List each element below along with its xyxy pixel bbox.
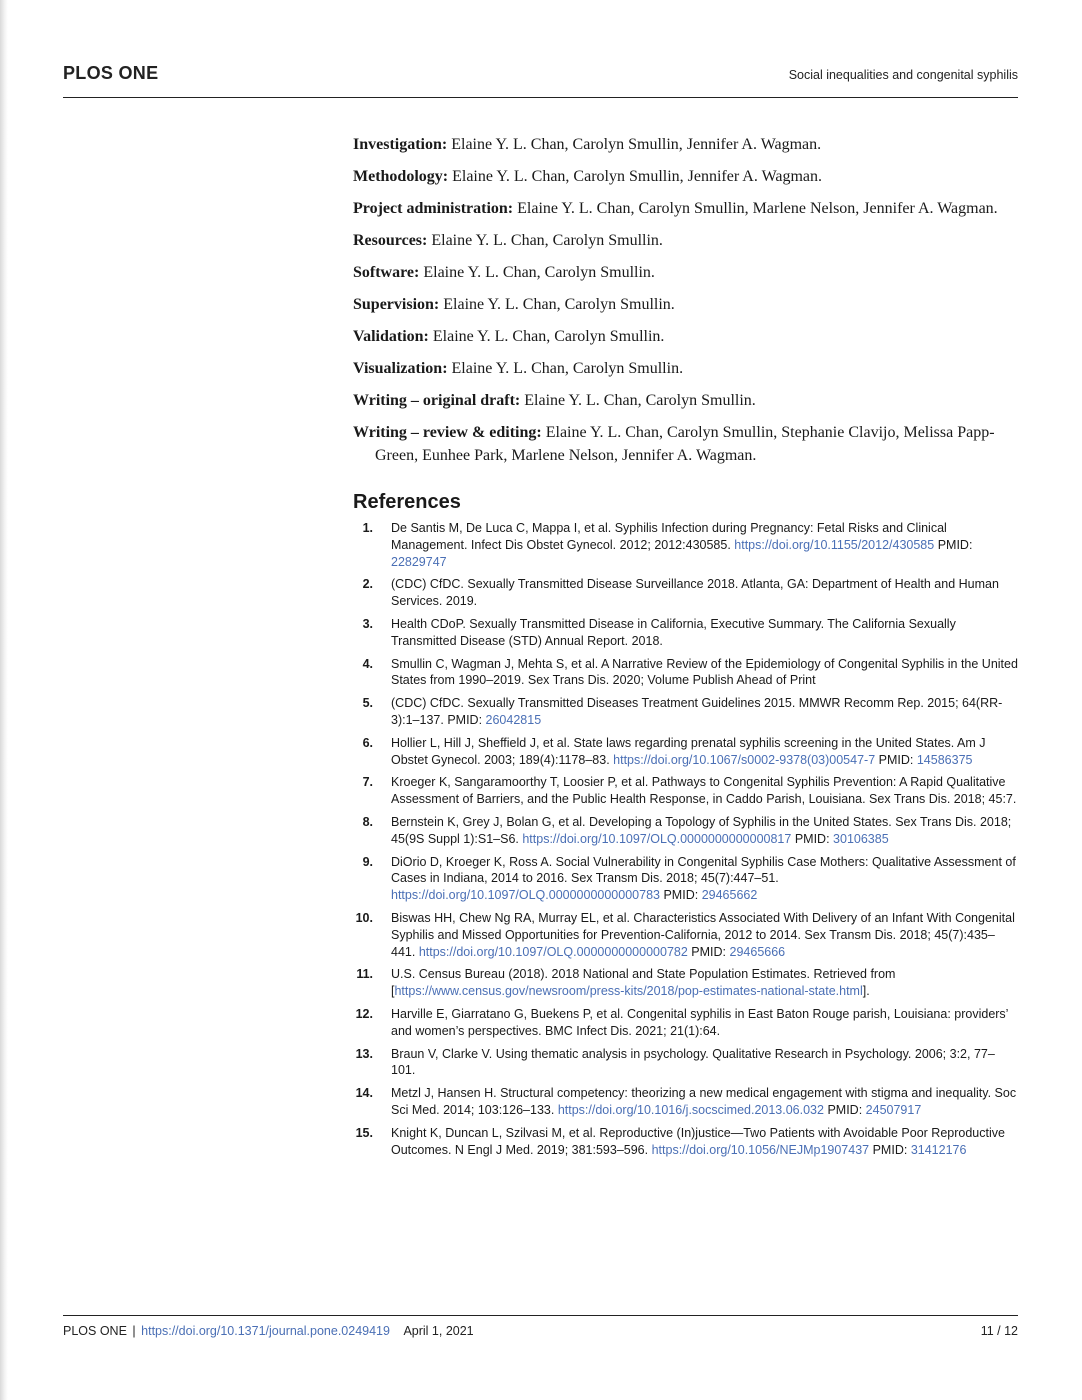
reference-number: 12. xyxy=(355,1006,373,1021)
contribution-role: Methodology: xyxy=(353,168,449,185)
contribution-names: Elaine Y. L. Chan, Carolyn Smullin. xyxy=(443,296,675,313)
reference-pmid-label: PMID: xyxy=(937,537,973,552)
reference-doi-link[interactable]: https://doi.org/10.1056/NEJMp1907437 xyxy=(651,1142,870,1157)
reference-item xyxy=(353,1046,1018,1080)
reference-item xyxy=(353,1125,1018,1159)
reference-number: 1. xyxy=(362,521,373,535)
running-title: Social inequalities and congenital syphilis xyxy=(788,68,1018,82)
contribution-entry xyxy=(353,325,1018,348)
reference-pmid-label: PMID: xyxy=(794,831,830,846)
main-content xyxy=(353,133,1018,1164)
contribution-names: Elaine Y. L. Chan, Carolyn Smullin. xyxy=(431,232,663,249)
reference-number: 3. xyxy=(362,616,373,631)
reference-item xyxy=(353,854,1018,904)
contribution-entry xyxy=(353,357,1018,380)
reference-item xyxy=(353,735,1018,769)
reference-pmid-link[interactable]: 30106385 xyxy=(833,831,889,846)
reference-pmid-link[interactable]: 29465662 xyxy=(701,888,758,903)
contribution-names: Elaine Y. L. Chan, Carolyn Smullin. xyxy=(432,328,665,345)
contribution-role: Visualization: xyxy=(353,360,448,377)
reference-text: Smullin C, Wagman J, Mehta S, et al. A Narrative Review of the Epidemiology of Congenital Syphilis in the United States from 1990–2019. Sex Trans Dis. 2020; Volume Publish Ahead of Print xyxy=(391,656,1018,688)
reference-pmid-label: PMID: xyxy=(878,752,914,767)
footer-separator: | xyxy=(132,1324,136,1338)
reference-text: Metzl J, Hansen H. Structural competency: theorizing a new medical engagement with stigma and inequality. Soc Sci Med. 2014; 103:126–133. xyxy=(391,1086,1017,1117)
reference-pmid-label: PMID: xyxy=(663,888,699,903)
contribution-role: Project administration: xyxy=(353,200,514,217)
references-heading: References xyxy=(353,491,461,513)
reference-number: 6. xyxy=(362,735,373,750)
reference-item xyxy=(353,1085,1018,1119)
page-header xyxy=(63,60,1018,98)
reference-text: Bernstein K, Grey J, Bolan G, et al. Developing a Topology of Syphilis in the United States. Sex Trans Dis. 2018; 45(9S Suppl 1):S1–S6. xyxy=(391,814,1012,846)
reference-item xyxy=(353,814,1018,848)
reference-item xyxy=(353,695,1018,729)
reference-item xyxy=(353,774,1018,808)
footer-doi-link[interactable]: https://doi.org/10.1371/journal.pone.0249419 xyxy=(141,1324,390,1338)
contribution-role: Resources: xyxy=(353,232,428,249)
reference-text: U.S. Census Bureau (2018). 2018 National and State Population Estimates. Retrieved from [ xyxy=(391,967,896,999)
contribution-entry xyxy=(353,421,1018,467)
reference-number: 10. xyxy=(355,910,373,925)
reference-doi-link[interactable]: https://doi.org/10.1016/j.socscimed.2013.06.032 xyxy=(557,1102,824,1117)
contribution-names: Elaine Y. L. Chan, Carolyn Smullin. xyxy=(451,360,684,377)
contribution-role: Supervision: xyxy=(353,296,440,313)
reference-number: 8. xyxy=(362,814,373,829)
contribution-role: Writing – review & editing: xyxy=(353,424,542,441)
reference-pmid-link[interactable]: 24507917 xyxy=(865,1102,922,1117)
reference-doi-link[interactable]: https://doi.org/10.1097/OLQ.0000000000000817 xyxy=(522,831,792,846)
footer-journal: PLOS ONE xyxy=(63,1324,127,1338)
contribution-entry xyxy=(353,389,1018,412)
reference-text: (CDC) CfDC. Sexually Transmitted Diseases Treatment Guidelines 2015. MMWR Recomm Rep. 2015; 64(RR-3):1–137. xyxy=(391,696,1003,727)
reference-pmid-link[interactable]: 31412176 xyxy=(910,1142,967,1157)
footer-date: April 1, 2021 xyxy=(403,1324,474,1338)
reference-number: 15. xyxy=(355,1125,373,1140)
contribution-role: Software: xyxy=(353,264,420,281)
footer-citation xyxy=(63,1324,474,1338)
contribution-role: Writing – original draft: xyxy=(353,392,521,409)
contribution-entry xyxy=(353,229,1018,252)
page-footer xyxy=(63,1315,1018,1346)
reference-pmid-link[interactable]: 29465666 xyxy=(729,944,786,959)
reference-text: Health CDoP. Sexually Transmitted Disease in California, Executive Summary. The California Sexually Transmitted Disease (STD) Annual Report. 2018. xyxy=(391,616,956,648)
reference-item xyxy=(353,576,1018,610)
reference-text: (CDC) CfDC. Sexually Transmitted Disease Surveillance 2018. Atlanta, GA: Department of Health and Human Services. 2019. xyxy=(391,577,999,609)
reference-item xyxy=(353,910,1018,960)
reference-pmid-label: PMID: xyxy=(872,1142,908,1157)
reference-number: 9. xyxy=(362,854,373,869)
reference-text: Kroeger K, Sangaramoorthy T, Loosier P, et al. Pathways to Congenital Syphilis Prevention: A Rapid Qualitative Assessment of Barriers, and the Public Health Response, in Caddo Parish, Louisiana. Sex Trans Dis. 2018; 45:7. xyxy=(391,775,1017,807)
contribution-names: Elaine Y. L. Chan, Carolyn Smullin. xyxy=(423,264,655,281)
contribution-names: Elaine Y. L. Chan, Carolyn Smullin, Marlene Nelson, Jennifer A. Wagman. xyxy=(517,200,998,217)
author-contributions xyxy=(353,133,1018,467)
contribution-role: Validation: xyxy=(353,328,429,345)
contribution-role: Investigation: xyxy=(353,136,448,153)
journal-name: PLOS ONE xyxy=(63,63,159,83)
reference-number: 5. xyxy=(362,696,373,711)
reference-doi-link[interactable]: https://doi.org/10.1097/OLQ.0000000000000783 xyxy=(391,888,660,903)
contribution-names: Elaine Y. L. Chan, Carolyn Smullin, Jennifer A. Wagman. xyxy=(452,168,823,185)
contribution-entry xyxy=(353,165,1018,188)
reference-doi-link[interactable]: https://doi.org/10.1155/2012/430585 xyxy=(734,537,935,552)
reference-number: 11. xyxy=(356,967,373,982)
contribution-entry xyxy=(353,261,1018,284)
reference-text: Harville E, Giarratano G, Buekens P, et al. Congenital syphilis in East Baton Rouge parish, Louisiana: providers’ and women’s perspectives. BMC Infect Dis. 2021; 21(1):64. xyxy=(391,1006,1008,1038)
reference-text: Braun V, Clarke V. Using thematic analysis in psychology. Qualitative Research in Psychology. 2006; 3:2, 77–101. xyxy=(391,1046,995,1078)
contribution-names: Elaine Y. L. Chan, Carolyn Smullin, Stephanie Clavijo, Melissa Papp-Green, Eunhee Park, Marlene Nelson, Jennifer A. Wagman. xyxy=(375,424,995,464)
contribution-names: Elaine Y. L. Chan, Carolyn Smullin. xyxy=(524,392,756,409)
reference-pmid-label: PMID: xyxy=(827,1102,863,1117)
contribution-names: Elaine Y. L. Chan, Carolyn Smullin, Jennifer A. Wagman. xyxy=(451,136,822,153)
reference-number: 14. xyxy=(355,1086,373,1101)
reference-pmid-label: PMID: xyxy=(447,712,483,727)
reference-item xyxy=(353,1006,1018,1040)
reference-pmid-label: PMID: xyxy=(691,944,727,959)
reference-tail: ]. xyxy=(862,984,870,999)
reference-text: DiOrio D, Kroeger K, Ross A. Social Vulnerability in Congenital Syphilis Case Mothers: Qualitative Assessment of Cases in Indiana, 2014 to 2016. Sex Transm Dis. 2018; 45(7):447–51. xyxy=(391,854,1016,886)
reference-doi-link[interactable]: https://doi.org/10.1097/OLQ.0000000000000782 xyxy=(418,944,688,959)
reference-number: 7. xyxy=(362,775,373,790)
reference-doi-link[interactable]: https://www.census.gov/newsroom/press-kits/2018/pop-estimates-national-state.html xyxy=(394,984,863,999)
reference-item xyxy=(353,616,1018,650)
reference-number: 4. xyxy=(362,656,373,671)
reference-pmid-link[interactable]: 14586375 xyxy=(916,752,973,767)
reference-item xyxy=(353,520,1018,570)
reference-pmid-link[interactable]: 26042815 xyxy=(485,712,542,727)
contribution-entry xyxy=(353,197,1018,220)
contribution-entry xyxy=(353,133,1018,156)
reference-text: De Santis M, De Luca C, Mappa I, et al. Syphilis Infection during Pregnancy: Fetal Risks and Clinical Management. Infect Dis Obstet Gynecol. 2012; 2012:430585. xyxy=(391,521,947,552)
page-number: 11 / 12 xyxy=(980,1324,1018,1338)
reference-doi-link[interactable]: https://doi.org/10.1067/s0002-9378(03)00547-7 xyxy=(613,752,876,767)
reference-number: 13. xyxy=(355,1046,373,1061)
reference-pmid-link[interactable]: 22829747 xyxy=(391,554,447,569)
reference-item xyxy=(353,966,1018,1000)
page-edge-shadow xyxy=(0,0,8,1400)
contribution-entry xyxy=(353,293,1018,316)
reference-text: Hollier L, Hill J, Sheffield J, et al. State laws regarding prenatal syphilis screening in the United States. Am J Obstet Gynecol. 2003; 189(4):1178–83. xyxy=(391,735,986,767)
reference-item xyxy=(353,656,1018,690)
reference-number: 2. xyxy=(362,577,373,592)
reference-text: Knight K, Duncan L, Szilvasi M, et al. Reproductive (In)justice—Two Patients with Avoidable Poor Reproductive Outcomes. N Engl J Med. 2019; 381:593–596. xyxy=(391,1125,1005,1157)
references-list xyxy=(353,520,1018,1158)
reference-text: Biswas HH, Chew Ng RA, Murray EL, et al. Characteristics Associated With Delivery of an Infant With Congenital Syphilis and Missed Opportunities for Prevention-California, 2012 to 2014. Sex Transm Dis. 2018; 45(7):435–441. xyxy=(391,910,1015,959)
